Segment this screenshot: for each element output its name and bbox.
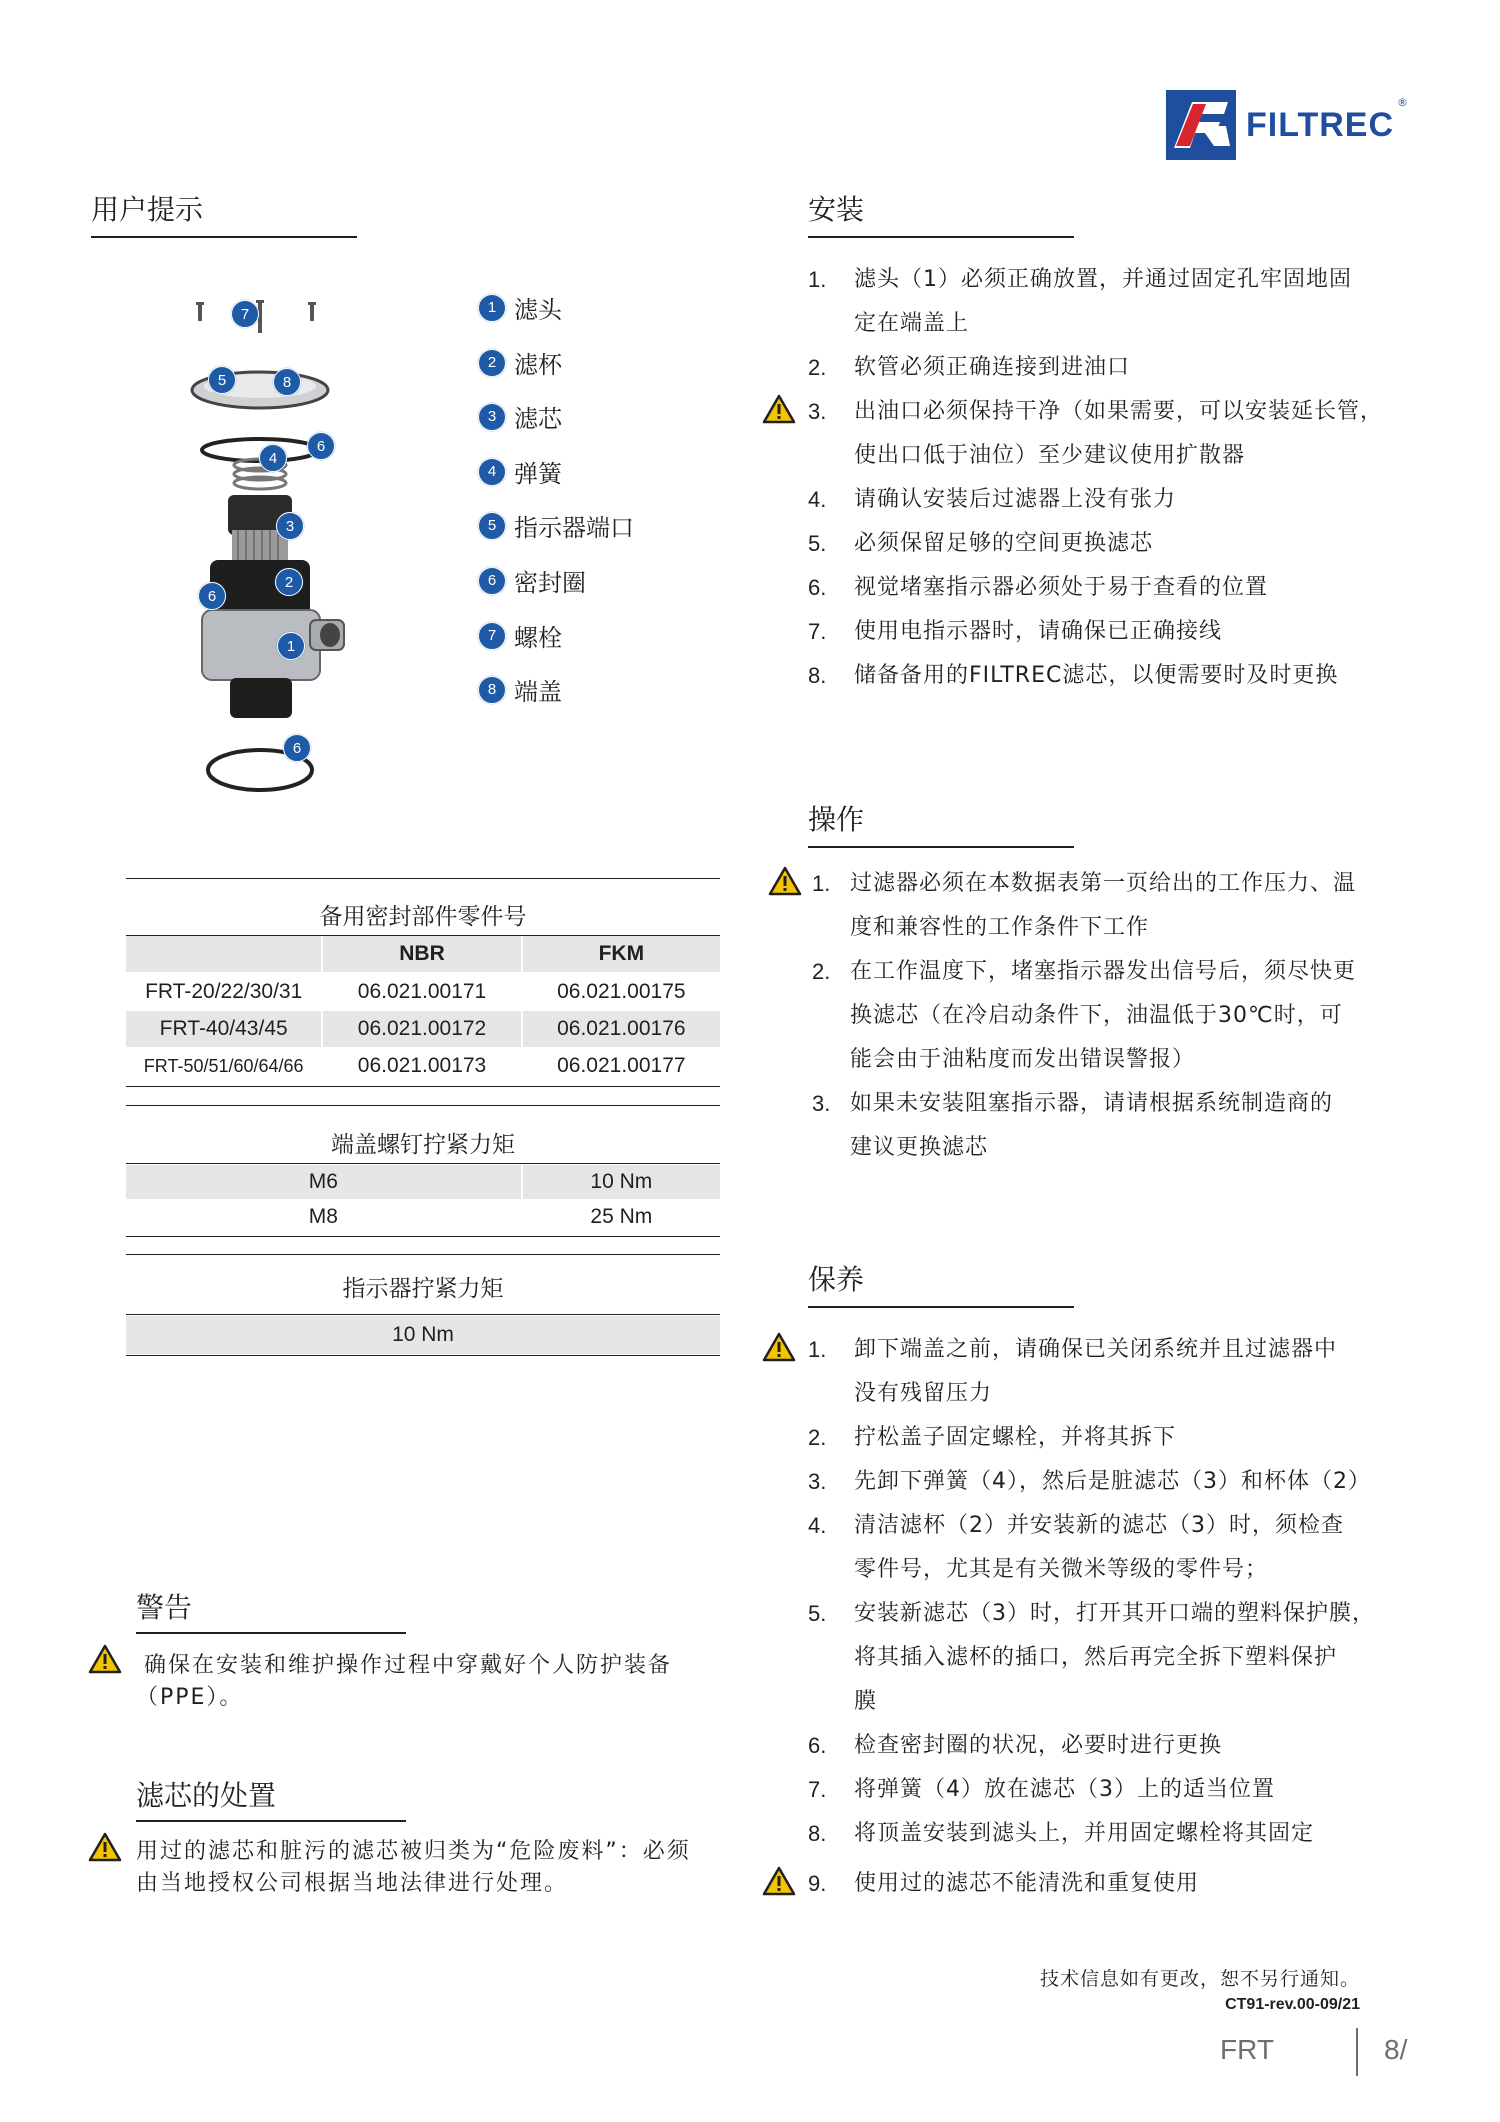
install-item: 7. 使用电指示器时，请确保已正确接线	[808, 619, 1223, 644]
callout-badge-6c: 6	[283, 734, 311, 762]
legend-label: 滤杯	[514, 351, 562, 379]
warning-title: 警告	[136, 1591, 193, 1624]
install-item: 6. 视觉堵塞指示器必须处于易于查看的位置	[808, 575, 1269, 600]
install-item: 5. 必须保留足够的空间更换滤芯	[808, 531, 1154, 556]
cover-torque-cell: 25 Nm	[521, 1200, 720, 1234]
legend-badge: 5	[478, 512, 506, 540]
cover-torque-rule	[126, 1163, 720, 1164]
warning-icon	[88, 1644, 122, 1674]
seal-table-header-row	[126, 936, 720, 972]
legend-item	[478, 454, 562, 489]
legend-badge: 1	[478, 294, 506, 322]
maintenance-item: 3. 先卸下弹簧（4），然后是脏滤芯（3）和杯体（2）	[808, 1469, 1371, 1494]
callout-badge-4: 4	[259, 444, 287, 472]
footer-revision: CT91-rev.00-09/21	[1225, 1996, 1360, 2013]
cover-torque-row	[126, 1165, 720, 1199]
cover-torque-bottom-rule	[126, 1236, 720, 1237]
maintenance-item: 4. 清洁滤杯（2）并安装新的滤芯（3）时，须检查 零件号，尤其是有关微米等级的零件号；	[808, 1513, 1344, 1582]
legend-item	[478, 290, 562, 325]
cover-torque-row	[126, 1200, 720, 1234]
disposal-text: 用过的滤芯和脏污的滤芯被归类为“危险废料”：必须由当地授权公司根据当地法律进行处理。	[136, 1839, 691, 1896]
seal-table-bottom-rule	[126, 1086, 720, 1087]
maintenance-item: 5. 安装新滤芯（3）时，打开其开口端的塑料保护膜， 将其插入滤杯的插口，然后再完全拆下塑料保护 膜	[808, 1601, 1375, 1714]
logo-wordmark: FILTREC	[1246, 105, 1395, 144]
warning-rule	[136, 1632, 406, 1634]
seal-table-row	[126, 1011, 720, 1047]
cover-torque-title: 端盖螺钉拧紧力矩	[331, 1132, 515, 1158]
seal-table-title: 备用密封部件零件号	[319, 904, 527, 930]
warning-icon	[762, 1866, 796, 1896]
seal-table-header-fkm: FKM	[521, 936, 720, 972]
indicator-torque-title: 指示器拧紧力矩	[342, 1276, 504, 1302]
install-item: 8. 储备备用的FILTREC滤芯，以便需要时及时更换	[808, 663, 1339, 688]
disposal-title: 滤芯的处置	[136, 1779, 277, 1812]
maintenance-item: 1. 卸下端盖之前，请确保已关闭系统并且过滤器中 没有残留压力	[808, 1337, 1338, 1406]
legend-label: 螺栓	[514, 624, 562, 652]
callout-badge-6b: 6	[198, 582, 226, 610]
indicator-torque-value: 10 Nm	[392, 1323, 454, 1346]
seal-table-top-rule	[126, 878, 720, 879]
callout-badge-2: 2	[275, 568, 303, 596]
seal-table-header-cell	[126, 936, 321, 972]
cover-torque-cell: M8	[308, 1205, 338, 1228]
legend-item	[478, 618, 562, 653]
maintenance-item: 9. 使用过的滤芯不能清洗和重复使用	[808, 1871, 1200, 1896]
operation-title: 操作	[808, 803, 865, 836]
indicator-torque-bottom-rule	[126, 1355, 720, 1356]
seal-table-header-nbr: NBR	[321, 936, 520, 972]
callout-badge-8: 8	[273, 368, 301, 396]
maintenance-item: 2. 拧松盖子固定螺栓，并将其拆下	[808, 1425, 1177, 1450]
indicator-torque-top-rule	[126, 1254, 720, 1255]
footer-notice: 技术信息如有更改，恕不另行通知。	[1039, 1968, 1360, 1990]
maintenance-item: 8. 将顶盖安装到滤头上，并用固定螺栓将其固定	[808, 1821, 1315, 1846]
seal-table-cell: 06.021.00172	[321, 1011, 520, 1047]
callout-badge-3: 3	[276, 512, 304, 540]
filtrec-logo	[1166, 90, 1409, 160]
seal-table-cell: FRT-40/43/45	[159, 1017, 288, 1040]
operation-item: 3. 如果未安装阻塞指示器，请请根据系统制造商的 建议更换滤芯	[812, 1091, 1334, 1160]
seal-table-cell: FRT-20/22/30/31	[145, 980, 303, 1003]
user-tips-title: 用户提示	[91, 193, 204, 226]
legend-badge: 3	[478, 403, 506, 431]
seal-table-cell: 06.021.00173	[321, 1048, 520, 1084]
legend-label: 弹簧	[514, 460, 562, 488]
maintenance-title: 保养	[808, 1263, 865, 1296]
seal-table-cell: FRT-50/51/60/64/66	[143, 1055, 304, 1076]
callout-badge-7: 7	[231, 300, 259, 328]
warning-icon	[762, 394, 796, 424]
callout-badge-5: 5	[208, 366, 236, 394]
operation-item: 2. 在工作温度下，堵塞指示器发出信号后，须尽快更 换滤芯（在冷启动条件下，油温低于30℃时，可 能会由于油粘度而发出错误警报）	[812, 959, 1357, 1072]
filter-exploded-illustration	[190, 290, 350, 800]
operation-rule	[808, 846, 1074, 848]
user-tips-rule	[91, 236, 357, 238]
warning-icon	[768, 866, 802, 896]
install-item: 3. 出油口必须保持干净（如果需要，可以安装延长管， 使出口低于油位）至少建议使用扩散器	[808, 399, 1384, 468]
install-title: 安装	[808, 193, 865, 226]
seal-table-cell: 06.021.00171	[321, 974, 520, 1010]
maintenance-item: 6. 检查密封圈的状况，必要时进行更换	[808, 1733, 1223, 1758]
legend-item	[478, 563, 586, 598]
legend-badge: 6	[478, 567, 506, 595]
disposal-rule	[136, 1820, 406, 1822]
callout-badge-1: 1	[277, 632, 305, 660]
page-number: 8/	[1384, 2034, 1408, 2065]
footer-product: FRT	[1220, 2034, 1274, 2065]
legend-label: 滤芯	[514, 405, 562, 433]
warning-text: 确保在安装和维护操作过程中穿戴好个人防护装备（PPE）。	[136, 1653, 673, 1710]
callout-badge-6a: 6	[307, 432, 335, 460]
warning-icon	[762, 1332, 796, 1362]
footer-divider	[1356, 2028, 1358, 2076]
legend-label: 密封圈	[514, 569, 586, 597]
install-item: 1. 滤头（1）必须正确放置，并通过固定孔牢固地固 定在端盖上	[808, 267, 1352, 336]
legend-badge: 4	[478, 458, 506, 486]
seal-table-cell: 06.021.00177	[521, 1048, 720, 1084]
cover-torque-cell: M6	[308, 1170, 338, 1193]
legend-label: 端盖	[514, 678, 562, 706]
legend-badge: 8	[478, 676, 506, 704]
seal-table-row	[126, 1048, 720, 1084]
maintenance-rule	[808, 1306, 1074, 1308]
legend-label: 指示器端口	[514, 514, 634, 542]
legend-item	[478, 672, 562, 707]
warning-icon	[88, 1832, 122, 1862]
legend-label: 滤头	[514, 296, 562, 324]
install-item: 2. 软管必须正确连接到进油口	[808, 355, 1131, 380]
logo-registered: ®	[1397, 96, 1409, 109]
operation-item: 1. 过滤器必须在本数据表第一页给出的工作压力、温 度和兼容性的工作条件下工作	[812, 871, 1357, 940]
legend-badge: 2	[478, 349, 506, 377]
cover-torque-top-rule	[126, 1105, 720, 1106]
legend-item	[478, 345, 562, 380]
maintenance-item: 7. 将弹簧（4）放在滤芯（3）上的适当位置	[808, 1777, 1275, 1802]
filtrec-logo-icon	[1166, 90, 1236, 160]
seal-table-cell: 06.021.00175	[521, 974, 720, 1010]
legend-badge: 7	[478, 622, 506, 650]
indicator-torque-rule	[126, 1314, 720, 1315]
legend-item	[478, 508, 634, 543]
install-rule	[808, 236, 1074, 238]
seal-table-row	[126, 974, 720, 1010]
seal-table-cell: 06.021.00176	[521, 1011, 720, 1047]
legend-item	[478, 399, 562, 434]
cover-torque-cell: 10 Nm	[521, 1165, 720, 1199]
indicator-torque-row	[126, 1316, 720, 1354]
install-item: 4. 请确认安装后过滤器上没有张力	[808, 487, 1177, 512]
